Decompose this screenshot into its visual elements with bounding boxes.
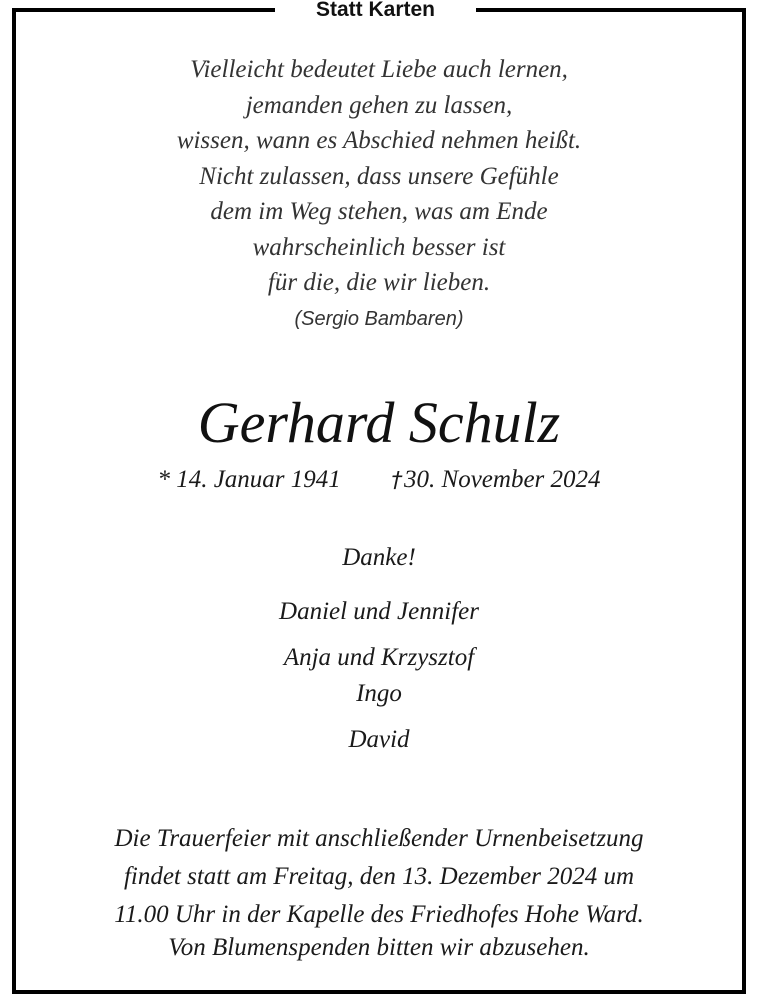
family-list: [16, 598, 742, 762]
service-line: 11.00 Uhr in der Kapelle des Friedhofes Hohe Ward.: [114, 901, 644, 928]
family-member: Daniel und Jennifer: [279, 598, 479, 625]
poem: [16, 52, 742, 301]
header-title: Statt Karten: [315, 0, 436, 21]
birth-date: * 14. Januar 1941: [157, 466, 341, 493]
death-date: 30. November 2024: [404, 466, 601, 493]
family-member: Anja und Krzysztof: [283, 644, 475, 671]
frame-bottom-border: [12, 990, 746, 994]
poem-line: Nicht zulassen, dass unsere Gefühle: [199, 162, 559, 190]
poem-author: (Sergio Bambaren): [294, 308, 464, 330]
death-date-group: [388, 466, 601, 494]
poem-line: dem im Weg stehen, was am Ende: [210, 198, 548, 225]
life-dates: [16, 466, 742, 494]
poem-line: wahrscheinlich besser ist: [252, 233, 506, 261]
frame-right-border: [742, 8, 746, 994]
service-line: findet statt am Freitag, den 13. Dezember 2024 um: [123, 863, 635, 890]
service-line: Die Trauerfeier mit anschließender Urnenbeisetzung: [114, 825, 644, 852]
deceased-name: Gerhard Schulz: [197, 390, 561, 455]
frame-top-right-border: [476, 8, 746, 12]
family-member: Ingo: [356, 680, 402, 707]
poem-line: für die, die wir lieben.: [267, 269, 491, 296]
frame-top-left-border: [12, 8, 275, 12]
poem-line: wissen, wann es Abschied nehmen heißt.: [176, 127, 582, 154]
poem-line: jemanden gehen zu lassen,: [245, 91, 513, 119]
cross-icon: †: [388, 468, 405, 493]
service-info: [16, 820, 742, 934]
thanks-text: Danke!: [342, 544, 416, 571]
flowers-note: Von Blumenspenden bitten wir abzusehen.: [168, 934, 590, 961]
poem-line: Vielleicht bedeutet Liebe auch lernen,: [190, 56, 568, 83]
family-member: David: [348, 726, 410, 753]
